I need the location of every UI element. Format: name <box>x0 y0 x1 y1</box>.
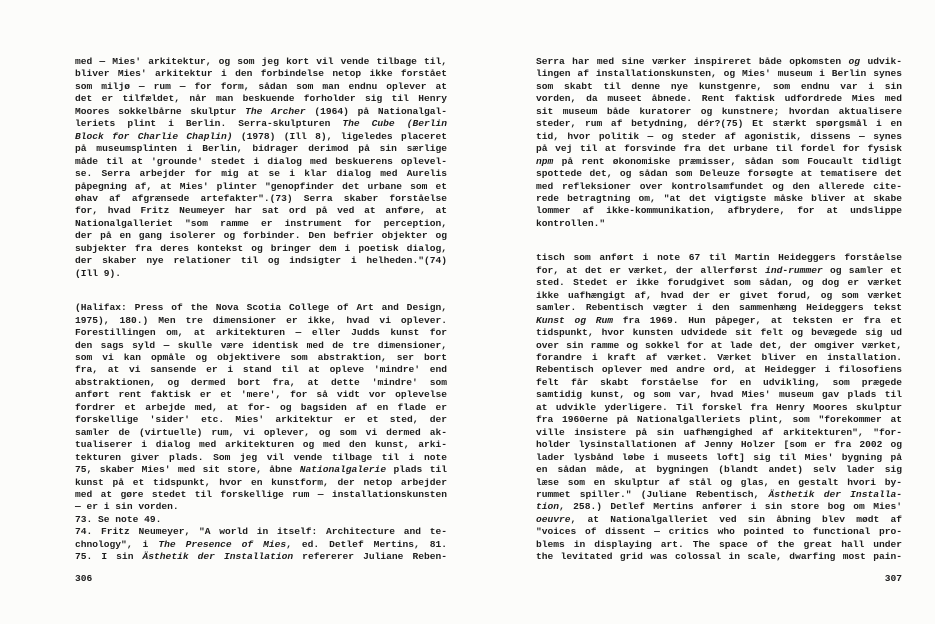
text-line: — er i sin vorden. <box>75 501 179 513</box>
text-line: 73. Se note 49. <box>75 513 162 525</box>
text-line: chnology", i The Presence of Mies, ed. Detlef Mertins, 81. <box>75 538 448 550</box>
page-number: 306 <box>75 572 93 584</box>
text-line: måde til at 'grounde' stedet i dialog med beskuerens oplevel- <box>75 155 447 167</box>
text-line: påpegning af, at Mies' plinter "genopfinder det urbane som et <box>75 180 447 192</box>
text-line: Block for Charlie Chaplin) (1978) (Ill 8), ligeledes placeret <box>75 130 447 142</box>
text-line: vorden, da museet åbnede. Rent faktisk udfordrede Mies med <box>536 93 902 105</box>
text-line: rummet spiller." (Juliane Rebentisch, Ästhetik der Installa- <box>536 488 902 500</box>
text-line: lommer af ikke-kommunikation, afbrydere, for at undslippe <box>536 205 902 217</box>
text-line: anført rent faktisk er et 'mere', for så vidt vor oplevelse <box>75 389 447 401</box>
text-line: Serra har med sine værker inspireret både opkomsten og udvik- <box>536 56 902 67</box>
text-line: på museumsplinten i Berlin, bidrager derimod på sin særlige <box>75 143 447 155</box>
text-line: det er tilfældet, når man beskuende forholder sig til Henry <box>75 93 447 105</box>
text-line: med at gøre stedet til forskellige rum — installationskunsten <box>75 488 447 500</box>
text-line: rede betragtning om, "at det vigtigste måske bliver at skabe <box>536 192 902 204</box>
text-line: kunst på et tidspunkt, hvor en kunstform, der netop arbejder <box>75 476 447 488</box>
text-line: bliver Mies' arkitektur i den forbindelse netop ikke forstået <box>75 68 447 80</box>
text-line: på vej til at forsvinde fra det urbane til fordel for fysisk <box>536 143 902 155</box>
text-line: (Halifax: Press of the Nova Scotia College of Art and Design, <box>75 302 447 314</box>
text-line: abstraktionen, og dermed bort fra, at dette 'mindre' som <box>75 376 447 388</box>
text-line: npm på rent økonomiske præmisser, sådan som Foucault tidligt <box>536 155 902 167</box>
text-line: ikke uafhængigt af, hvad der er givet forud, og som værket <box>536 289 902 301</box>
text-line: leriets plint i Berlin. Serra-skulpturen The Cube (Berlin <box>75 118 447 130</box>
text-line: tid, hvor politik — og steder af agonistik, dissens — synes <box>536 130 902 142</box>
text-line: kontrollen." <box>536 217 606 229</box>
text-line: 75. I sin Ästhetik der Installation refererer Juliane Reben- <box>75 551 447 563</box>
text-line: "voices of dissent — critics who pointed to functional pro- <box>536 526 902 538</box>
text-line: forandre i kraft af værket. Værket bliver en installation. <box>536 351 902 363</box>
text-line: sted. Stedet er ikke forudgivet som sådan, og dog er værket <box>536 277 902 289</box>
text-line: holder lysinstallationen af Jenny Holzer [som er fra 2002 og <box>536 439 902 451</box>
text-line: tion, 258.) Detlef Mertins anfører i sin store bog om Mies' <box>536 501 902 513</box>
text-line: (Ill 9). <box>75 267 122 279</box>
text-line: steder, rum af betydning, dér?(75) Et stærkt spørgsmål i en <box>536 118 902 130</box>
text-line: lingen af installationskunsten, og Mies' museum i Berlin synes <box>536 68 902 80</box>
text-line: som miljø — rum — for form, sådan som man endnu oplever at <box>75 80 447 92</box>
text-line: sit museum både kuratorer og kunstnere; hvordan aktualisere <box>536 105 902 117</box>
text-paragraph <box>536 56 902 230</box>
text-line: for, hvad Fritz Neumeyer har sat ord på ved at anføre, at <box>75 205 447 217</box>
text-line: 75, skaber Mies' med sit store, åbne Nationalgalerie plads til <box>75 464 447 476</box>
text-line: som skabt til denne nye kunstgenre, som endnu var i sin <box>536 80 902 92</box>
text-line: felt får skabt forståelse for en udvikling, som prægede <box>536 376 902 388</box>
text-line: ville insistere på sin uafhængighed af arkitekturen", "for- <box>536 426 902 438</box>
page-left <box>75 56 447 585</box>
text-line: der skaber nye relationer til og indsigter i helheden."(74) <box>75 255 447 267</box>
text-line: samler. Rebentisch vægter i den sammenhæng Heideggers tekst <box>536 302 902 314</box>
text-line: fra 1960erne på Nationalgalleriets plint, som "forekommer at <box>536 414 902 426</box>
text-line: spottede det, og sådan som Deleuze forsøgte at tematisere det <box>536 168 902 180</box>
text-line: blems in displaying art. The space of the great hall under <box>536 538 902 550</box>
text-line: med — Mies' arkitektur, og som jeg kort vil vende tilbage til, <box>75 56 447 67</box>
text-line: fordrer et arbejde med, at for- og bagsiden af en flade er <box>75 401 447 413</box>
text-line: subjekter fra deres kontekst og bringer dem i poetisk dialog, <box>75 242 447 254</box>
text-line: der på en gang isolerer og forbinder. Den befrier objekter og <box>75 230 447 242</box>
text-line: for, at det er værket, der allerførst ind-rummer og samler et <box>536 264 903 276</box>
text-line: Kunst og Rum fra 1969. Hun påpeger, at teksten er fra et <box>536 314 902 326</box>
text-paragraph <box>75 302 447 564</box>
text-line: lader lysbånd løbe i museets loft] sig til Mies' bygning på <box>536 451 902 463</box>
text-line: the levitated grid was colossal in scale, dwarfing most pain- <box>536 551 902 563</box>
text-line: oeuvre, at Nationalgalleriet ved sin åbning blev mødt af <box>536 513 902 525</box>
text-line: at udvikle yderligere. Til forskel fra Henry Moores skulptur <box>536 401 902 413</box>
text-paragraph <box>536 252 902 563</box>
text-line: samler de (virtuelle) rum, vi oplever, og som vi dermed ak- <box>75 426 447 438</box>
text-line: tualiserer i dialog med arkitekturen og med den kunst, arki- <box>75 439 447 451</box>
text-line: 1975), 180.) Men tre dimensioner er ikke, hvad vi oplever. <box>75 314 447 326</box>
text-line: tisch som anført i note 67 til Martin Heideggers forståelse <box>536 252 902 264</box>
text-line: som vi kan opmåle og objektivere som abstraktion, ser bort <box>75 351 447 363</box>
page-right <box>536 56 902 585</box>
text-line: samtidig kunst, og som var, hvad Mies' museum gav plads til <box>536 389 902 401</box>
text-line: tidspunkt, hvor kunsten udvidede sit felt og bevægede sig ud <box>536 327 902 339</box>
text-paragraph <box>75 56 447 280</box>
text-line: se. Serra arbejder for mig at se i klar dialog med Aurelis <box>75 168 447 180</box>
text-line: fra, at vi sansende er i stand til at opleve 'mindre' end <box>75 364 447 376</box>
text-line: med refleksioner over kontrolsamfundet og den allerede cite- <box>536 180 902 192</box>
text-line: øhav af afgrænsede artefakter".(73) Serra skaber forståelse <box>75 192 447 204</box>
text-line: en sådan måde, at bygningen (blandt andet) selv lader sig <box>536 464 902 476</box>
text-line: Rebentisch oplever med andre ord, at Heidegger i filosofiens <box>536 364 902 376</box>
text-line: 74. Fritz Neumeyer, "A world in itself: Architecture and te- <box>75 526 447 538</box>
text-line: læse som en skulptur af stål og glas, en gestalt hvori by- <box>536 476 902 488</box>
text-line: Moores sokkelbårne skulptur The Archer (1964) på Nationalgal- <box>75 105 448 117</box>
text-line: den sags syld — skulle være identisk med de tre dimensioner, <box>75 339 447 351</box>
page-number: 307 <box>884 572 902 584</box>
text-line: tekturen giver plads. Som jeg vil vende tilbage til i note <box>75 451 447 463</box>
text-line: forskellige 'sider' etc. Mies' arkitektur er et sted, der <box>75 414 447 426</box>
text-line: Nationalgalleriet "som ramme er instrument for perception, <box>75 217 447 229</box>
text-line: over sin ramme og sokkel for at lade det, der omgiver værket, <box>536 339 902 351</box>
text-line: Forestillingen om, at arkitekturen — eller Judds kunst for <box>75 327 447 339</box>
